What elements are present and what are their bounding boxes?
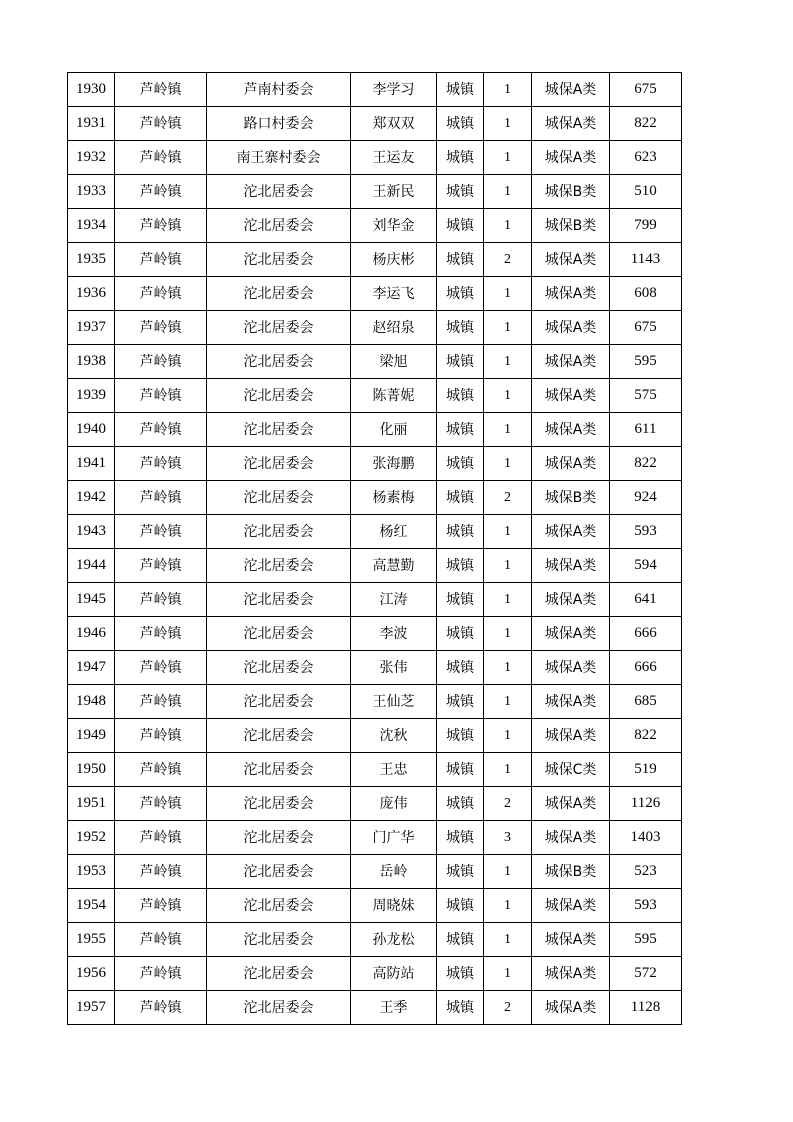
town-cell: 芦岭镇	[115, 481, 207, 515]
count-cell: 1	[484, 107, 532, 141]
type-cell: 城镇	[437, 175, 484, 209]
serial-cell: 1935	[68, 243, 115, 277]
committee-cell: 沱北居委会	[207, 175, 351, 209]
category-cell: 城保A类	[532, 991, 610, 1025]
amount-cell: 675	[610, 73, 682, 107]
amount-cell: 822	[610, 719, 682, 753]
count-cell: 3	[484, 821, 532, 855]
table-row	[68, 379, 682, 413]
committee-cell: 沱北居委会	[207, 991, 351, 1025]
name-cell: 赵绍泉	[351, 311, 437, 345]
type-cell: 城镇	[437, 855, 484, 889]
table-body	[68, 73, 682, 1025]
town-cell: 芦岭镇	[115, 209, 207, 243]
count-cell: 1	[484, 583, 532, 617]
town-cell: 芦岭镇	[115, 107, 207, 141]
town-cell: 芦岭镇	[115, 787, 207, 821]
type-cell: 城镇	[437, 957, 484, 991]
type-cell: 城镇	[437, 243, 484, 277]
count-cell: 1	[484, 923, 532, 957]
count-cell: 1	[484, 685, 532, 719]
serial-cell: 1954	[68, 889, 115, 923]
name-cell: 梁旭	[351, 345, 437, 379]
town-cell: 芦岭镇	[115, 651, 207, 685]
count-cell: 1	[484, 175, 532, 209]
town-cell: 芦岭镇	[115, 583, 207, 617]
town-cell: 芦岭镇	[115, 243, 207, 277]
table-row	[68, 175, 682, 209]
table-row	[68, 583, 682, 617]
amount-cell: 593	[610, 515, 682, 549]
name-cell: 岳岭	[351, 855, 437, 889]
serial-cell: 1942	[68, 481, 115, 515]
town-cell: 芦岭镇	[115, 821, 207, 855]
count-cell: 1	[484, 957, 532, 991]
name-cell: 王新民	[351, 175, 437, 209]
type-cell: 城镇	[437, 277, 484, 311]
name-cell: 庞伟	[351, 787, 437, 821]
table-row	[68, 107, 682, 141]
committee-cell: 沱北居委会	[207, 345, 351, 379]
amount-cell: 523	[610, 855, 682, 889]
committee-cell: 沱北居委会	[207, 209, 351, 243]
town-cell: 芦岭镇	[115, 991, 207, 1025]
category-cell: 城保A类	[532, 141, 610, 175]
category-cell: 城保A类	[532, 821, 610, 855]
category-cell: 城保A类	[532, 379, 610, 413]
name-cell: 李波	[351, 617, 437, 651]
type-cell: 城镇	[437, 379, 484, 413]
amount-cell: 595	[610, 923, 682, 957]
serial-cell: 1944	[68, 549, 115, 583]
type-cell: 城镇	[437, 311, 484, 345]
amount-cell: 572	[610, 957, 682, 991]
amount-cell: 685	[610, 685, 682, 719]
name-cell: 陈菁妮	[351, 379, 437, 413]
amount-cell: 611	[610, 413, 682, 447]
category-cell: 城保A类	[532, 549, 610, 583]
count-cell: 1	[484, 141, 532, 175]
committee-cell: 沱北居委会	[207, 481, 351, 515]
table-row	[68, 753, 682, 787]
serial-cell: 1946	[68, 617, 115, 651]
name-cell: 沈秋	[351, 719, 437, 753]
category-cell: 城保B类	[532, 209, 610, 243]
type-cell: 城镇	[437, 209, 484, 243]
serial-cell: 1947	[68, 651, 115, 685]
serial-cell: 1949	[68, 719, 115, 753]
name-cell: 杨素梅	[351, 481, 437, 515]
records-table	[67, 72, 682, 1025]
town-cell: 芦岭镇	[115, 549, 207, 583]
category-cell: 城保B类	[532, 855, 610, 889]
name-cell: 王运友	[351, 141, 437, 175]
town-cell: 芦岭镇	[115, 889, 207, 923]
table-row	[68, 923, 682, 957]
table-row	[68, 73, 682, 107]
count-cell: 1	[484, 73, 532, 107]
serial-cell: 1931	[68, 107, 115, 141]
type-cell: 城镇	[437, 549, 484, 583]
amount-cell: 575	[610, 379, 682, 413]
serial-cell: 1930	[68, 73, 115, 107]
committee-cell: 沱北居委会	[207, 685, 351, 719]
town-cell: 芦岭镇	[115, 923, 207, 957]
category-cell: 城保B类	[532, 481, 610, 515]
amount-cell: 519	[610, 753, 682, 787]
serial-cell: 1937	[68, 311, 115, 345]
type-cell: 城镇	[437, 481, 484, 515]
name-cell: 李学习	[351, 73, 437, 107]
count-cell: 1	[484, 447, 532, 481]
type-cell: 城镇	[437, 719, 484, 753]
amount-cell: 641	[610, 583, 682, 617]
serial-cell: 1950	[68, 753, 115, 787]
table-row	[68, 515, 682, 549]
count-cell: 1	[484, 345, 532, 379]
town-cell: 芦岭镇	[115, 413, 207, 447]
category-cell: 城保A类	[532, 243, 610, 277]
name-cell: 孙龙松	[351, 923, 437, 957]
type-cell: 城镇	[437, 583, 484, 617]
committee-cell: 沱北居委会	[207, 889, 351, 923]
committee-cell: 沱北居委会	[207, 413, 351, 447]
category-cell: 城保A类	[532, 583, 610, 617]
type-cell: 城镇	[437, 141, 484, 175]
town-cell: 芦岭镇	[115, 447, 207, 481]
town-cell: 芦岭镇	[115, 277, 207, 311]
serial-cell: 1952	[68, 821, 115, 855]
count-cell: 1	[484, 753, 532, 787]
amount-cell: 595	[610, 345, 682, 379]
town-cell: 芦岭镇	[115, 957, 207, 991]
town-cell: 芦岭镇	[115, 345, 207, 379]
town-cell: 芦岭镇	[115, 515, 207, 549]
table-row	[68, 821, 682, 855]
serial-cell: 1941	[68, 447, 115, 481]
town-cell: 芦岭镇	[115, 175, 207, 209]
amount-cell: 1143	[610, 243, 682, 277]
town-cell: 芦岭镇	[115, 73, 207, 107]
table-row	[68, 651, 682, 685]
serial-cell: 1943	[68, 515, 115, 549]
amount-cell: 666	[610, 651, 682, 685]
type-cell: 城镇	[437, 617, 484, 651]
serial-cell: 1953	[68, 855, 115, 889]
name-cell: 张伟	[351, 651, 437, 685]
committee-cell: 沱北居委会	[207, 243, 351, 277]
name-cell: 王忠	[351, 753, 437, 787]
name-cell: 化丽	[351, 413, 437, 447]
name-cell: 周晓妹	[351, 889, 437, 923]
amount-cell: 1128	[610, 991, 682, 1025]
serial-cell: 1948	[68, 685, 115, 719]
committee-cell: 南王寨村委会	[207, 141, 351, 175]
table-row	[68, 209, 682, 243]
count-cell: 1	[484, 413, 532, 447]
serial-cell: 1957	[68, 991, 115, 1025]
serial-cell: 1932	[68, 141, 115, 175]
serial-cell: 1934	[68, 209, 115, 243]
count-cell: 2	[484, 243, 532, 277]
category-cell: 城保A类	[532, 617, 610, 651]
town-cell: 芦岭镇	[115, 311, 207, 345]
amount-cell: 822	[610, 107, 682, 141]
table-row	[68, 855, 682, 889]
table-row	[68, 787, 682, 821]
name-cell: 门广华	[351, 821, 437, 855]
count-cell: 1	[484, 855, 532, 889]
name-cell: 江涛	[351, 583, 437, 617]
category-cell: 城保A类	[532, 889, 610, 923]
amount-cell: 623	[610, 141, 682, 175]
table-row	[68, 957, 682, 991]
count-cell: 1	[484, 379, 532, 413]
town-cell: 芦岭镇	[115, 685, 207, 719]
amount-cell: 1126	[610, 787, 682, 821]
type-cell: 城镇	[437, 447, 484, 481]
count-cell: 1	[484, 719, 532, 753]
category-cell: 城保A类	[532, 107, 610, 141]
type-cell: 城镇	[437, 685, 484, 719]
amount-cell: 666	[610, 617, 682, 651]
serial-cell: 1945	[68, 583, 115, 617]
town-cell: 芦岭镇	[115, 753, 207, 787]
committee-cell: 沱北居委会	[207, 447, 351, 481]
category-cell: 城保A类	[532, 651, 610, 685]
town-cell: 芦岭镇	[115, 617, 207, 651]
serial-cell: 1940	[68, 413, 115, 447]
town-cell: 芦岭镇	[115, 379, 207, 413]
amount-cell: 510	[610, 175, 682, 209]
category-cell: 城保B类	[532, 175, 610, 209]
type-cell: 城镇	[437, 413, 484, 447]
serial-cell: 1956	[68, 957, 115, 991]
serial-cell: 1936	[68, 277, 115, 311]
name-cell: 高防站	[351, 957, 437, 991]
serial-cell: 1933	[68, 175, 115, 209]
table-row	[68, 617, 682, 651]
committee-cell: 沱北居委会	[207, 651, 351, 685]
type-cell: 城镇	[437, 787, 484, 821]
amount-cell: 924	[610, 481, 682, 515]
type-cell: 城镇	[437, 753, 484, 787]
category-cell: 城保A类	[532, 311, 610, 345]
committee-cell: 沱北居委会	[207, 821, 351, 855]
amount-cell: 822	[610, 447, 682, 481]
committee-cell: 沱北居委会	[207, 923, 351, 957]
count-cell: 1	[484, 549, 532, 583]
name-cell: 杨红	[351, 515, 437, 549]
table-row	[68, 345, 682, 379]
committee-cell: 沱北居委会	[207, 379, 351, 413]
category-cell: 城保A类	[532, 413, 610, 447]
committee-cell: 沱北居委会	[207, 617, 351, 651]
count-cell: 2	[484, 991, 532, 1025]
committee-cell: 沱北居委会	[207, 855, 351, 889]
amount-cell: 594	[610, 549, 682, 583]
table-row	[68, 311, 682, 345]
type-cell: 城镇	[437, 923, 484, 957]
committee-cell: 沱北居委会	[207, 277, 351, 311]
category-cell: 城保A类	[532, 515, 610, 549]
committee-cell: 沱北居委会	[207, 787, 351, 821]
category-cell: 城保A类	[532, 787, 610, 821]
town-cell: 芦岭镇	[115, 719, 207, 753]
serial-cell: 1951	[68, 787, 115, 821]
type-cell: 城镇	[437, 889, 484, 923]
count-cell: 1	[484, 311, 532, 345]
amount-cell: 593	[610, 889, 682, 923]
name-cell: 张海鹏	[351, 447, 437, 481]
category-cell: 城保A类	[532, 685, 610, 719]
category-cell: 城保A类	[532, 447, 610, 481]
type-cell: 城镇	[437, 821, 484, 855]
type-cell: 城镇	[437, 651, 484, 685]
committee-cell: 沱北居委会	[207, 311, 351, 345]
amount-cell: 799	[610, 209, 682, 243]
committee-cell: 沱北居委会	[207, 515, 351, 549]
committee-cell: 沱北居委会	[207, 957, 351, 991]
table-row	[68, 447, 682, 481]
committee-cell: 沱北居委会	[207, 583, 351, 617]
committee-cell: 路口村委会	[207, 107, 351, 141]
category-cell: 城保A类	[532, 277, 610, 311]
name-cell: 高慧勤	[351, 549, 437, 583]
table-row	[68, 719, 682, 753]
committee-cell: 沱北居委会	[207, 753, 351, 787]
table-row	[68, 413, 682, 447]
name-cell: 刘华金	[351, 209, 437, 243]
serial-cell: 1938	[68, 345, 115, 379]
table-row	[68, 141, 682, 175]
category-cell: 城保A类	[532, 73, 610, 107]
amount-cell: 1403	[610, 821, 682, 855]
type-cell: 城镇	[437, 991, 484, 1025]
table-row	[68, 549, 682, 583]
count-cell: 1	[484, 209, 532, 243]
count-cell: 2	[484, 787, 532, 821]
category-cell: 城保C类	[532, 753, 610, 787]
type-cell: 城镇	[437, 345, 484, 379]
table-row	[68, 889, 682, 923]
table-row	[68, 991, 682, 1025]
committee-cell: 沱北居委会	[207, 719, 351, 753]
type-cell: 城镇	[437, 107, 484, 141]
count-cell: 1	[484, 277, 532, 311]
type-cell: 城镇	[437, 515, 484, 549]
name-cell: 李运飞	[351, 277, 437, 311]
name-cell: 王仙芝	[351, 685, 437, 719]
serial-cell: 1939	[68, 379, 115, 413]
type-cell: 城镇	[437, 73, 484, 107]
category-cell: 城保A类	[532, 719, 610, 753]
committee-cell: 芦南村委会	[207, 73, 351, 107]
count-cell: 1	[484, 651, 532, 685]
count-cell: 1	[484, 889, 532, 923]
count-cell: 2	[484, 481, 532, 515]
table-row	[68, 277, 682, 311]
town-cell: 芦岭镇	[115, 141, 207, 175]
name-cell: 郑双双	[351, 107, 437, 141]
count-cell: 1	[484, 515, 532, 549]
name-cell: 王季	[351, 991, 437, 1025]
category-cell: 城保A类	[532, 957, 610, 991]
category-cell: 城保A类	[532, 923, 610, 957]
amount-cell: 608	[610, 277, 682, 311]
table-row	[68, 685, 682, 719]
table-row	[68, 243, 682, 277]
amount-cell: 675	[610, 311, 682, 345]
count-cell: 1	[484, 617, 532, 651]
committee-cell: 沱北居委会	[207, 549, 351, 583]
serial-cell: 1955	[68, 923, 115, 957]
category-cell: 城保A类	[532, 345, 610, 379]
name-cell: 杨庆彬	[351, 243, 437, 277]
table-row	[68, 481, 682, 515]
town-cell: 芦岭镇	[115, 855, 207, 889]
